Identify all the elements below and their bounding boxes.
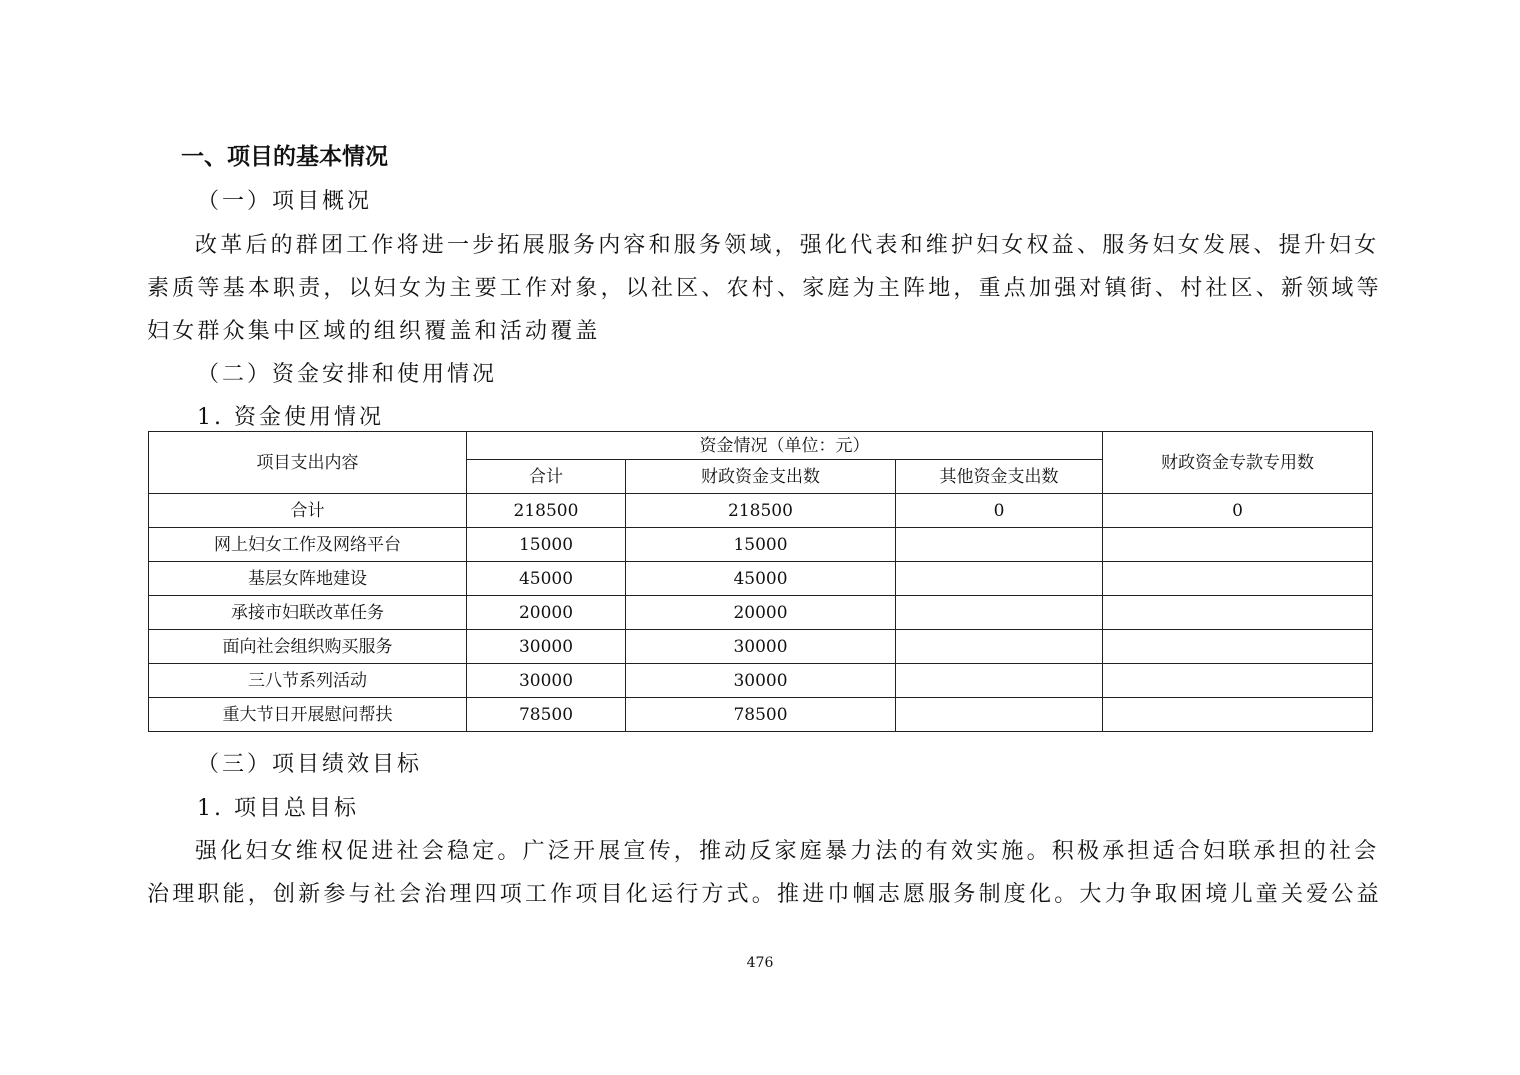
cell-total: 45000 xyxy=(467,562,626,596)
cell-fiscal: 78500 xyxy=(626,698,896,732)
cell-other xyxy=(896,596,1103,630)
cell-special: 0 xyxy=(1103,494,1373,528)
header-other: 其他资金支出数 xyxy=(896,460,1103,494)
main-heading: 一、项目的基本情况 xyxy=(181,144,388,170)
cell-other: 0 xyxy=(896,494,1103,528)
cell-item: 重大节日开展慰问帮扶 xyxy=(149,698,467,732)
cell-other xyxy=(896,528,1103,562)
cell-item: 基层女阵地建设 xyxy=(149,562,467,596)
cell-fiscal: 20000 xyxy=(626,596,896,630)
overview-line-1: 改革后的群团工作将进一步拓展服务内容和服务领域，强化代表和维护妇女权益、服务妇女发展、提升妇女 xyxy=(195,233,1380,258)
section-funds-title: （二）资金安排和使用情况 xyxy=(197,362,498,387)
cell-special xyxy=(1103,562,1373,596)
cell-special xyxy=(1103,664,1373,698)
table-row xyxy=(149,562,1373,596)
funds-usage-subtitle: 1. 资金使用情况 xyxy=(197,405,384,430)
table-row xyxy=(149,494,1373,528)
cell-fiscal: 15000 xyxy=(626,528,896,562)
header-special: 财政资金专款专用数 xyxy=(1103,432,1373,494)
overview-line-3: 妇女群众集中区域的组织覆盖和活动覆盖 xyxy=(147,319,601,344)
header-item: 项目支出内容 xyxy=(149,432,467,494)
table-row xyxy=(149,528,1373,562)
cell-total: 15000 xyxy=(467,528,626,562)
header-funds-group: 资金情况（单位：元） xyxy=(467,432,1103,460)
cell-other xyxy=(896,630,1103,664)
table-row xyxy=(149,664,1373,698)
cell-item: 面向社会组织购买服务 xyxy=(149,630,467,664)
cell-item: 承接市妇联改革任务 xyxy=(149,596,467,630)
funds-table xyxy=(148,431,1373,732)
table-row xyxy=(149,596,1373,630)
cell-fiscal: 30000 xyxy=(626,630,896,664)
cell-total: 20000 xyxy=(467,596,626,630)
cell-fiscal: 45000 xyxy=(626,562,896,596)
header-total: 合计 xyxy=(467,460,626,494)
overview-line-2: 素质等基本职责，以妇女为主要工作对象，以社区、农村、家庭为主阵地，重点加强对镇街、村社区、新领域等 xyxy=(147,276,1382,301)
cell-other xyxy=(896,698,1103,732)
header-fiscal: 财政资金支出数 xyxy=(626,460,896,494)
cell-fiscal: 30000 xyxy=(626,664,896,698)
cell-special xyxy=(1103,630,1373,664)
page-number: 476 xyxy=(746,955,774,971)
cell-special xyxy=(1103,528,1373,562)
cell-other xyxy=(896,562,1103,596)
cell-item: 网上妇女工作及网络平台 xyxy=(149,528,467,562)
table-row xyxy=(149,698,1373,732)
cell-total: 78500 xyxy=(467,698,626,732)
goal-line-2: 治理职能，创新参与社会治理四项工作项目化运行方式。推进巾帼志愿服务制度化。大力争取困境儿童关爱公益 xyxy=(147,882,1382,907)
cell-special xyxy=(1103,698,1373,732)
cell-item: 三八节系列活动 xyxy=(149,664,467,698)
overall-goal-subtitle: 1. 项目总目标 xyxy=(197,796,359,821)
cell-total: 218500 xyxy=(467,494,626,528)
goal-line-1: 强化妇女维权促进社会稳定。广泛开展宣传，推动反家庭暴力法的有效实施。积极承担适合妇联承担的社会 xyxy=(195,839,1380,864)
cell-special xyxy=(1103,596,1373,630)
cell-fiscal: 218500 xyxy=(626,494,896,528)
cell-other xyxy=(896,664,1103,698)
cell-total: 30000 xyxy=(467,630,626,664)
section-overview-title: （一）项目概况 xyxy=(197,189,373,214)
cell-total: 30000 xyxy=(467,664,626,698)
table-row xyxy=(149,630,1373,664)
section-goals-title: （三）项目绩效目标 xyxy=(197,752,423,777)
cell-item: 合计 xyxy=(149,494,467,528)
